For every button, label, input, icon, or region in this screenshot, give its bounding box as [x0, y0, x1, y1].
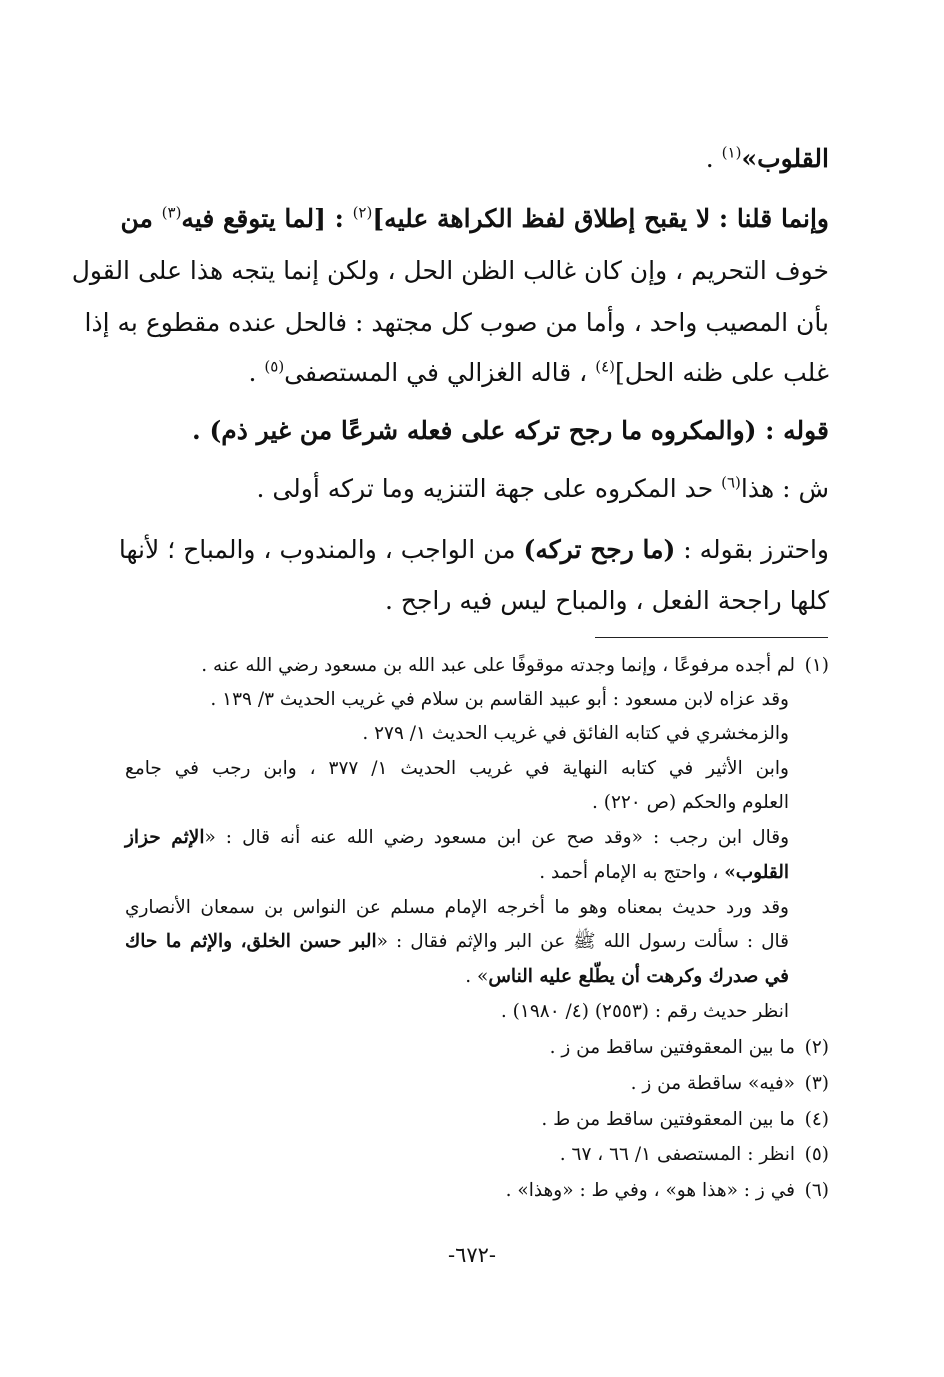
main-line-6 [125, 414, 829, 448]
fn1-bold: الإثم حزاز [125, 827, 205, 848]
quote-end: القلوب» [741, 144, 829, 173]
fn1-text: وقال ابن رجب : «وقد صح عن ابن مسعود رضي الله عنه أنه قال : « [204, 827, 790, 848]
fn1-text: والزمخشري في كتابه الفائق في غريب الحديث ١/ ٢٧٩ . [362, 723, 789, 744]
footnote-ref-3[interactable]: (٣) [161, 203, 182, 222]
footnote-4 [125, 1107, 829, 1133]
p1-line-4b: ، قاله الغزالي في المستصفى [284, 358, 596, 387]
main-line-5 [125, 356, 829, 390]
fn1-text: ، واحتج به الإمام أحمد . [539, 862, 725, 883]
footnote-1-line-5 [125, 790, 789, 816]
footnote-number-3: (٣) [804, 1073, 829, 1094]
fn4-text: ما بين المعقوفتين ساقط من ط . [541, 1109, 795, 1130]
fn3-text: «فيه» ساقطة من ز . [630, 1073, 795, 1094]
fn1-text: قال : سألت رسول الله ﷺ عن البر والإثم فقال : « [376, 931, 789, 952]
fn1-text: وقد عزاه لابن مسعود : أبو عبيد القاسم بن سلام في غريب الحديث ٣/ ١٣٩ . [210, 689, 789, 710]
fn1-bold: البر حسن الخلق، والإثم ما حاك [125, 931, 377, 952]
fn1-text: العلوم والحكم (ص ٢٢٠) . [591, 792, 789, 813]
footnote-1-line-2 [125, 687, 789, 713]
footnote-6 [125, 1178, 829, 1204]
p1-text-b: : [لما يتوقع فيه [181, 204, 353, 233]
fn1-text: وقد ورد حديث بمعناه وهو ما أخرجه الإمام مسلم عن النواس بن سمعان الأنصاري [125, 897, 789, 918]
footnote-number-6: (٦) [804, 1180, 829, 1201]
fn1-text: انظر حديث رقم : (٢٥٥٣) (٤/ ١٩٨٠) . [500, 1001, 789, 1022]
footnote-ref-4[interactable]: (٤) [595, 357, 615, 376]
main-line-8 [118, 533, 829, 567]
main-line-3 [71, 254, 829, 288]
p4-text-b: من الواجب ، والمندوب ، والمباح ؛ لأنها [118, 535, 524, 564]
p1-line-2: خوف التحريم ، وإن كان غالب الظن الحل ، ولكن إنما يتجه هذا على القول [71, 256, 829, 285]
footnote-1-line-4 [125, 756, 789, 782]
footnote-ref-2[interactable]: (٢) [352, 203, 373, 222]
main-line-4 [84, 306, 829, 340]
p4-line-2: كلها راجحة الفعل ، والمباح ليس فيه راجح . [384, 586, 829, 615]
p1-line-3: بأن المصيب واحد ، وأما من صوب كل مجتهد : فالحل عنده مقطوع به إذا [84, 308, 829, 337]
main-line-9 [125, 584, 829, 618]
fn1-bold: في صدرك وكرهت أن يطّلع عليه الناس [488, 966, 789, 987]
p3-text-b: حد المكروه على جهة التنزيه وما تركه أولى . [256, 474, 722, 503]
punct: . [705, 144, 722, 173]
footnote-1-line-3 [125, 721, 789, 747]
fn1-bold: القلوب» [724, 862, 789, 883]
quoted-statement: قوله : (والمكروه ما رجح تركه على فعله شرعًا من غير ذم) . [192, 416, 829, 445]
p3-text-a: ش : هذا [740, 474, 829, 503]
fn1-text: » . [465, 966, 489, 987]
footnote-1-line-7 [125, 860, 789, 886]
footnote-2 [125, 1035, 829, 1061]
fn6-text: في ز : «هذا هو» ، وفي ط : «وهذا» . [505, 1180, 795, 1201]
p1-text-a: وإنما قلنا : لا يقبح إطلاق لفظ الكراهة عليه] [372, 204, 829, 233]
footnote-number-4: (٤) [804, 1109, 829, 1130]
page-number: -٦٧٢- [447, 1243, 497, 1267]
footnote-ref-1[interactable]: (١) [721, 143, 742, 162]
main-line-1 [125, 142, 829, 176]
footnote-1-line-10 [125, 964, 789, 990]
footnote-ref-5[interactable]: (٥) [264, 357, 285, 376]
punct: . [248, 358, 265, 387]
footnote-number-2: (٢) [804, 1037, 829, 1058]
footnote-number-5: (٥) [804, 1144, 829, 1165]
fn1-text: وابن الأثير في كتابه النهاية في غريب الحديث ١/ ٣٧٧ ، وابن رجب في جامع [125, 758, 789, 779]
footnote-1-line-9 [125, 929, 789, 955]
fn2-text: ما بين المعقوفتين ساقط من ز . [549, 1037, 795, 1058]
footnote-number-1: (١) [804, 655, 829, 676]
p4-bold: (ما رجح تركه) [523, 535, 676, 564]
footnote-3 [125, 1071, 829, 1097]
footnote-1-line-1 [125, 653, 829, 679]
p1-line-4a: غلب على ظنه الحل] [614, 358, 829, 387]
main-line-2 [120, 202, 829, 236]
footnote-1-line-11 [125, 999, 789, 1025]
footnote-5 [125, 1142, 829, 1168]
p4-text-a: واحترز بقوله : [675, 535, 829, 564]
footnote-1-line-6 [125, 825, 789, 851]
footnote-divider [595, 637, 828, 638]
p1-text-c: من [120, 204, 162, 233]
fn1-text: لم أجده مرفوعًا ، وإنما وجدته موقوفًا على عبد الله بن مسعود رضي الله عنه . [201, 655, 795, 676]
fn5-text: انظر : المستصفى ١/ ٦٦ ، ٦٧ . [559, 1144, 795, 1165]
footnote-ref-6[interactable]: (٦) [721, 473, 741, 492]
main-line-7 [125, 472, 829, 506]
footnote-1-line-8 [125, 895, 789, 921]
